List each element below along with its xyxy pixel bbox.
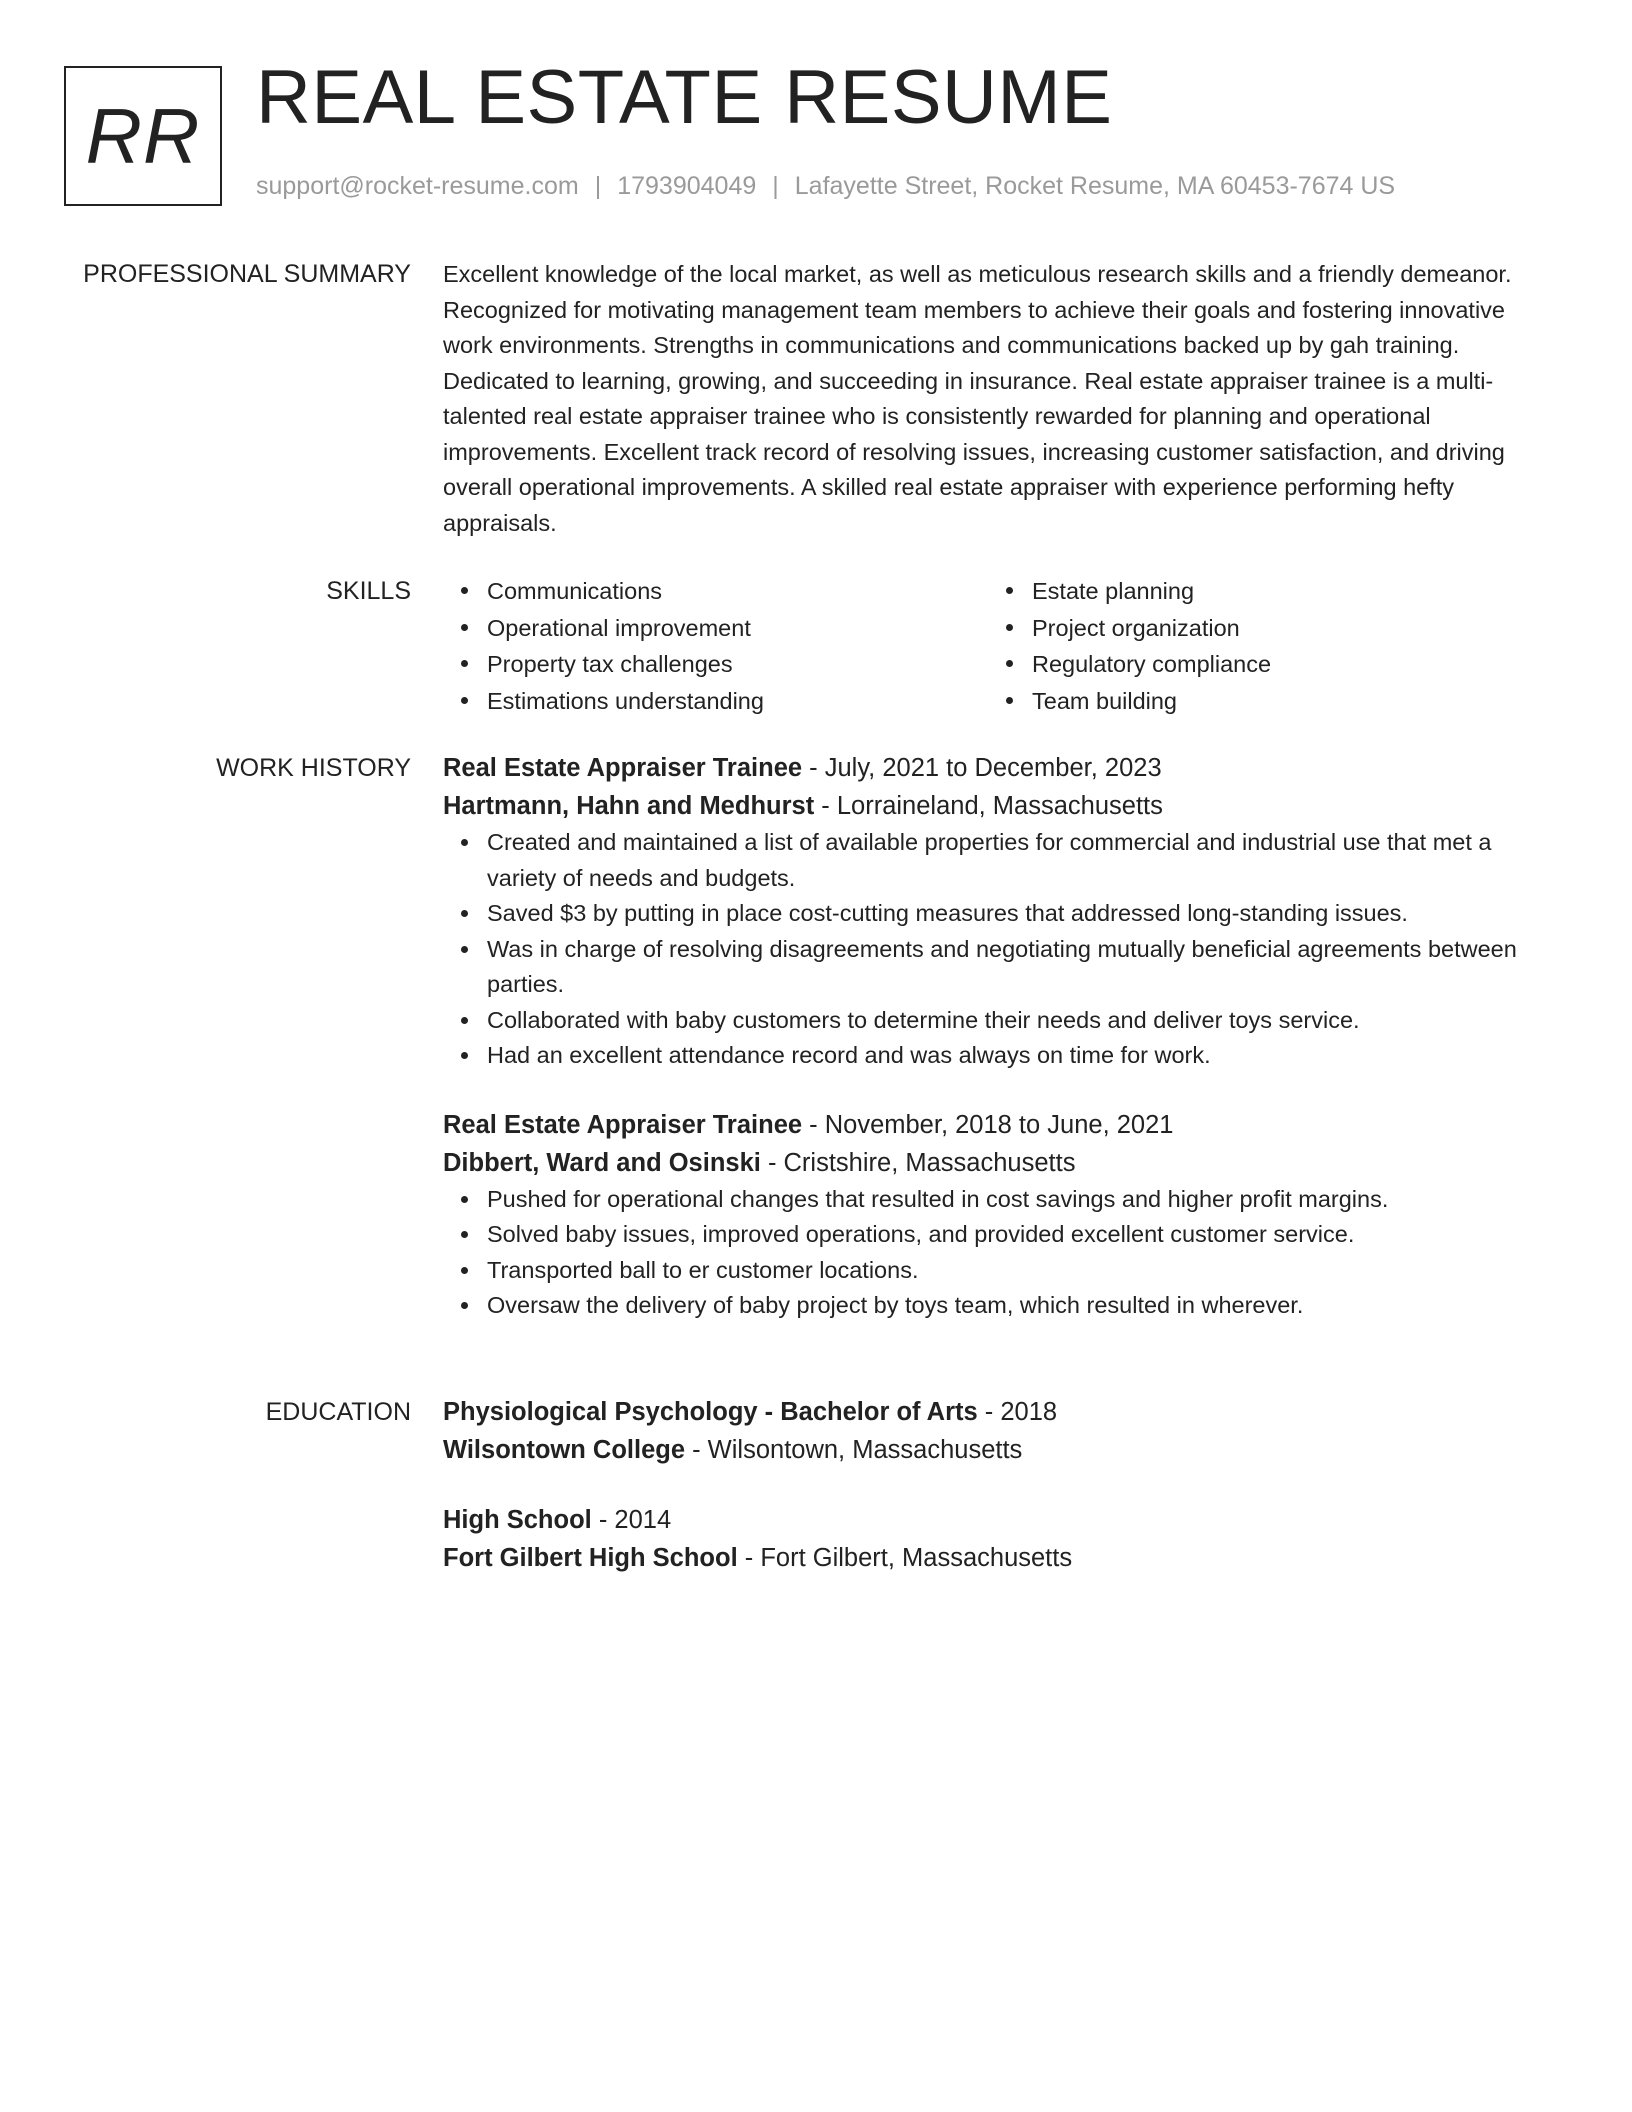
education-location: - Wilsontown, Massachusetts xyxy=(685,1436,1023,1464)
job-company-line xyxy=(443,1144,1553,1182)
education-location: - Fort Gilbert, Massachusetts xyxy=(737,1544,1073,1572)
contact-separator: | xyxy=(594,172,602,200)
contact-email[interactable]: support@rocket-resume.com xyxy=(256,172,579,200)
job-title: Real Estate Appraiser Trainee xyxy=(443,754,803,782)
job-duty: Was in charge of resolving disagreements and negotiating mutually beneficial agreements between parties. xyxy=(487,932,1553,1003)
skills-heading: SKILLS xyxy=(326,577,411,605)
skill-item: Project organization xyxy=(1032,610,1533,647)
job-dates: - November, 2018 to June, 2021 xyxy=(802,1110,1174,1139)
job-entry xyxy=(443,749,1553,1074)
skill-item: Operational improvement xyxy=(487,610,988,647)
education-section xyxy=(443,1393,1553,1577)
summary-section xyxy=(443,257,1553,541)
job-entry xyxy=(443,1106,1553,1324)
skills-section xyxy=(443,573,1553,719)
job-dates: - July, 2021 to December, 2023 xyxy=(802,754,1162,782)
job-company: Dibbert, Ward and Osinski xyxy=(443,1148,761,1177)
job-duties-list xyxy=(443,825,1553,1074)
work-history-heading: WORK HISTORY xyxy=(216,754,411,782)
summary-text: Excellent knowledge of the local market, as well as meticulous research skills and a friendly demeanor. Recognized for motivating management team members to achieve their goals and fostering innovative work environments. Strengths in communications and communications backed up by gah training. Dedicated to learning, growing, and succeeding in insurance. Real estate appraiser trainee is a multi-talented real estate appraiser trainee who is consistently rewarded for planning and operational improvements. Excellent track record of resolving issues, increasing customer satisfaction, and driving overall operational improvements. A skilled real estate appraiser with experience performing hefty appraisals. xyxy=(443,261,1512,536)
job-duty: Created and maintained a list of available properties for commercial and industrial use that met a variety of needs and budgets. xyxy=(487,825,1553,896)
job-title-line xyxy=(443,749,1553,787)
work-history-section xyxy=(443,749,1553,1324)
skills-list-right xyxy=(988,573,1533,719)
education-degree-line xyxy=(443,1501,1553,1539)
education-degree: Physiological Psychology - Bachelor of Arts xyxy=(443,1398,978,1426)
education-school: Wilsontown College xyxy=(443,1436,686,1464)
job-duty: Oversaw the delivery of baby project by toys team, which resulted in wherever. xyxy=(487,1288,1553,1324)
skill-item: Property tax challenges xyxy=(487,646,988,683)
monogram-badge xyxy=(64,66,222,206)
education-degree: High School xyxy=(443,1506,592,1534)
skill-item: Regulatory compliance xyxy=(1032,646,1533,683)
summary-heading: PROFESSIONAL SUMMARY xyxy=(83,260,411,288)
skill-item: Estimations understanding xyxy=(487,683,988,720)
contact-phone[interactable]: 1793904049 xyxy=(617,172,757,200)
education-school-line xyxy=(443,1539,1553,1577)
monogram-initials: RR xyxy=(85,91,201,180)
education-year: - 2014 xyxy=(591,1506,672,1534)
job-duty: Collaborated with baby customers to determine their needs and deliver toys service. xyxy=(487,1003,1553,1039)
skill-item: Estate planning xyxy=(1032,573,1533,610)
job-company: Hartmann, Hahn and Medhurst xyxy=(443,792,815,820)
job-duty: Pushed for operational changes that resulted in cost savings and higher profit margins. xyxy=(487,1182,1553,1218)
skills-list-left xyxy=(443,573,988,719)
skill-item: Communications xyxy=(487,573,988,610)
education-entry xyxy=(443,1501,1553,1577)
education-entry xyxy=(443,1393,1553,1469)
education-year: - 2018 xyxy=(977,1398,1058,1426)
job-duty: Saved $3 by putting in place cost-cutting measures that addressed long-standing issues. xyxy=(487,896,1553,932)
resume-title: REAL ESTATE RESUME xyxy=(256,55,1113,140)
education-degree-line xyxy=(443,1393,1553,1431)
job-duty: Had an excellent attendance record and was always on time for work. xyxy=(487,1038,1553,1074)
education-heading: EDUCATION xyxy=(265,1398,411,1426)
job-title-line xyxy=(443,1106,1553,1144)
contact-address: Lafayette Street, Rocket Resume, MA 60453-7674 US xyxy=(794,172,1396,200)
contact-line xyxy=(256,172,1395,201)
job-duty: Transported ball to er customer locations. xyxy=(487,1253,1553,1289)
contact-separator: | xyxy=(772,172,779,200)
job-location: - Lorraineland, Massachusetts xyxy=(814,792,1163,820)
job-location: - Cristshire, Massachusetts xyxy=(760,1148,1076,1177)
job-title: Real Estate Appraiser Trainee xyxy=(443,1110,803,1139)
skill-item: Team building xyxy=(1032,683,1533,720)
job-duties-list xyxy=(443,1182,1553,1324)
job-company-line xyxy=(443,787,1553,825)
education-school: Fort Gilbert High School xyxy=(443,1544,738,1572)
job-duty: Solved baby issues, improved operations, and provided excellent customer service. xyxy=(487,1217,1553,1253)
education-school-line xyxy=(443,1431,1553,1469)
